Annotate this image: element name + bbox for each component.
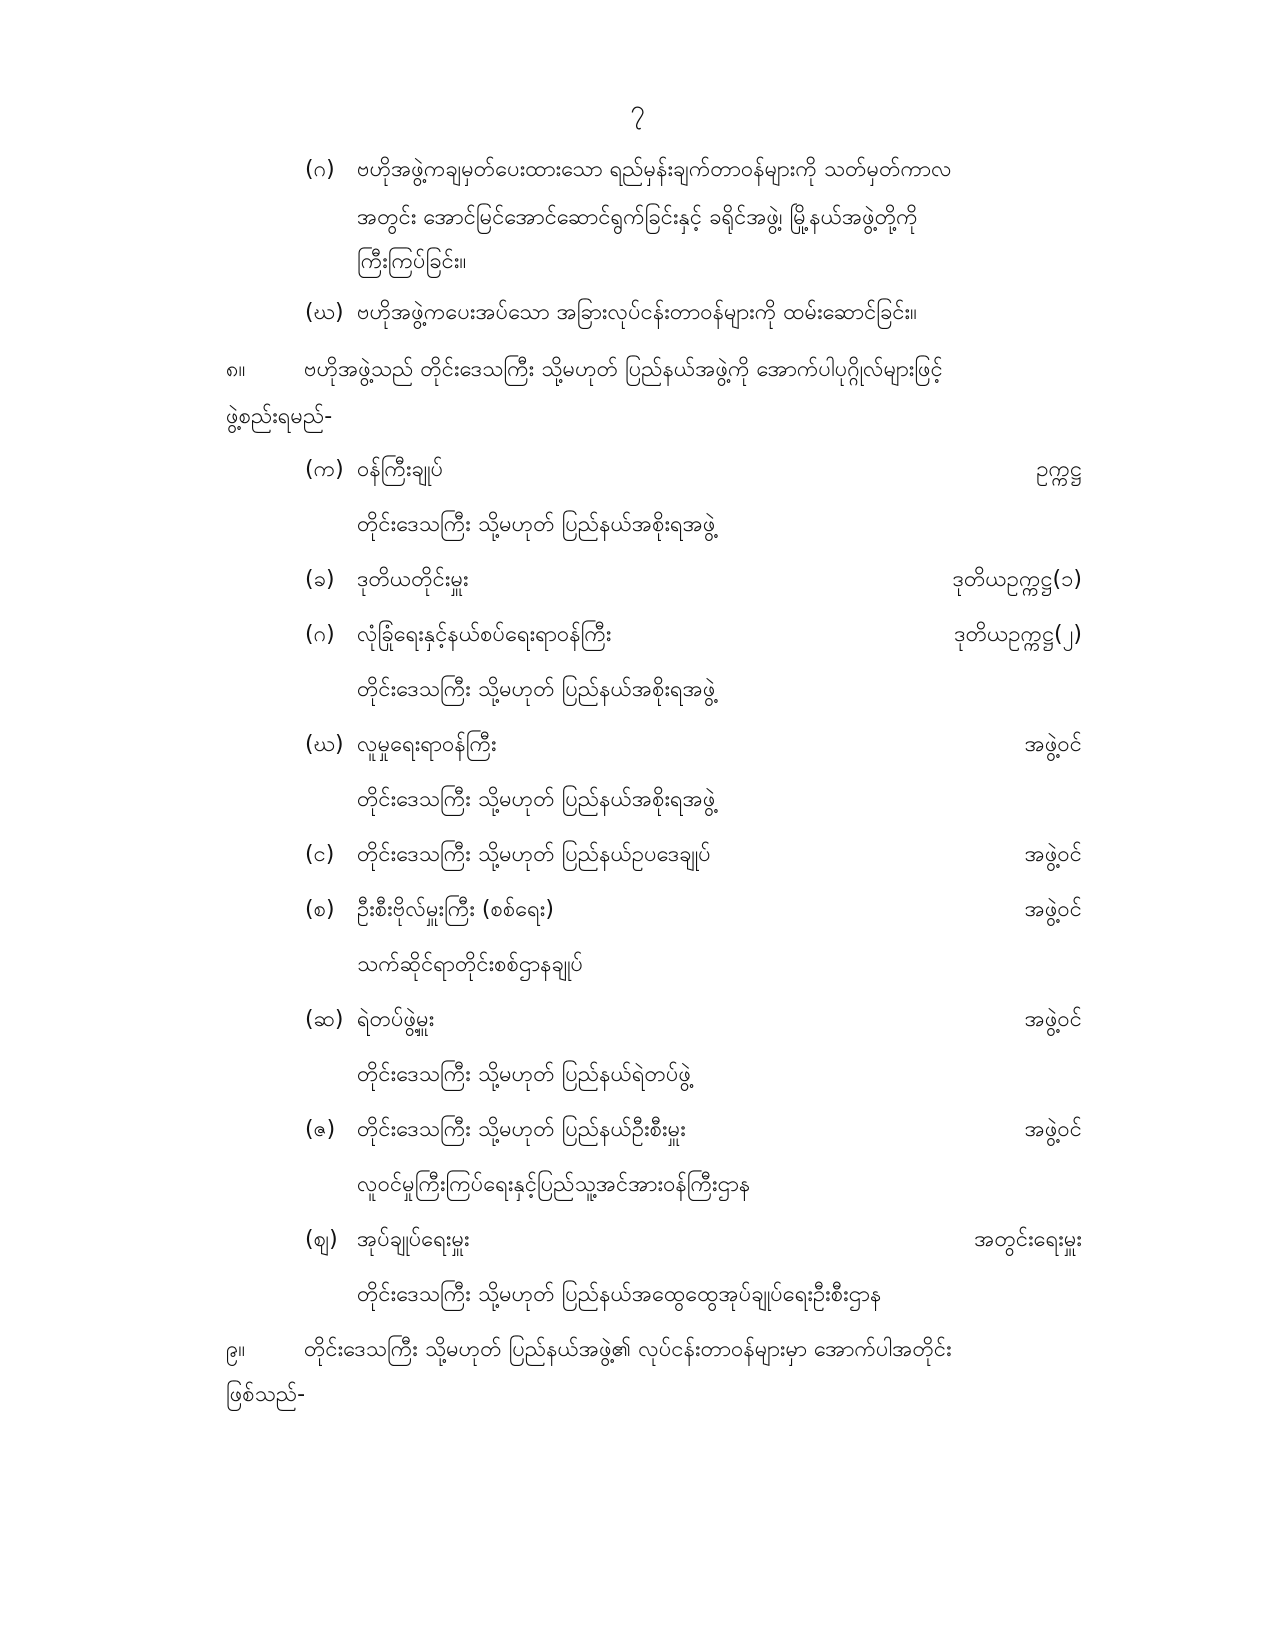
- para8-text-1: ဗဟိုအဖွဲ့သည် တိုင်းဒေသကြီး သို့မဟုတ် ပြည်နယ်အဖွဲ့ကို အောက်ပါပုဂ္ဂိုလ်များဖြင့်: [304, 357, 943, 382]
- member-item: [305, 840, 711, 870]
- para8-line2: [226, 402, 332, 432]
- member-role: အဖွဲ့ဝင်: [1024, 1117, 1082, 1142]
- clause-g-text-3: ကြီးကြပ်ခြင်း။: [357, 249, 467, 274]
- member-marker: (ဆ): [305, 1007, 344, 1032]
- member-title: ဒုတိယတိုင်းမှူး: [357, 567, 469, 592]
- clause-g-line2: [357, 203, 918, 233]
- member-marker: (ခ): [305, 567, 335, 592]
- member-sub: တိုင်းဒေသကြီး သို့မဟုတ် ပြည်နယ်အစိုးရအဖွဲ့: [357, 677, 716, 702]
- clause-gha-line: [305, 298, 917, 328]
- member-marker: (ဃ): [305, 732, 344, 757]
- member-item: [305, 895, 554, 925]
- para9-line1: [226, 1335, 952, 1365]
- member-title: တိုင်းဒေသကြီး သို့မဟုတ် ပြည်နယ်ဦးစီးမှူး: [357, 1117, 686, 1142]
- member-marker: (စ): [305, 897, 335, 922]
- member-role: အဖွဲ့ဝင်: [1024, 842, 1082, 867]
- para9-line2: [226, 1380, 305, 1410]
- member-item: [305, 1005, 434, 1035]
- para8-number: ၈။: [226, 357, 246, 382]
- member-sub: လူဝင်မှုကြီးကြပ်ရေးနှင့်ပြည်သူ့အင်အားဝန်ကြီးဌာန: [357, 1172, 751, 1197]
- member-item: [305, 565, 469, 595]
- member-title: လုံခြုံရေးနှင့်နယ်စပ်ရေးရာဝန်ကြီး: [357, 622, 612, 647]
- member-sub: တိုင်းဒေသကြီး သို့မဟုတ် ပြည်နယ်ရဲတပ်ဖွဲ့: [357, 1062, 692, 1087]
- member-role: ဥက္ကဋ္ဌ: [1036, 457, 1082, 482]
- member-title: ဦးစီးဗိုလ်မှူးကြီး (စစ်ရေး): [357, 897, 554, 922]
- member-marker: (ဇ): [305, 1117, 336, 1142]
- member-title: ရဲတပ်ဖွဲ့မှူး: [357, 1007, 435, 1032]
- member-marker: (က): [305, 457, 344, 482]
- member-title: တိုင်းဒေသကြီး သို့မဟုတ် ပြည်နယ်ဥပဒေချုပ်: [357, 842, 711, 867]
- member-item: [305, 620, 611, 650]
- page-number: ၇: [630, 95, 645, 125]
- para9-text-2: ဖြစ်သည်-: [226, 1382, 306, 1407]
- member-role: အဖွဲ့ဝင်: [1024, 732, 1082, 757]
- para9-text-1: တိုင်းဒေသကြီး သို့မဟုတ် ပြည်နယ်အဖွဲ့၏ လုပ်ငန်းတာဝန်များမှာ အောက်ပါအတိုင်း: [304, 1337, 952, 1362]
- clause-g-line3: [357, 247, 466, 277]
- para9-number: ၉။: [226, 1337, 246, 1362]
- member-role: အဖွဲ့ဝင်: [1024, 1007, 1082, 1032]
- member-role: ဒုတိယဥက္ကဋ္ဌ(၁): [952, 567, 1082, 592]
- member-sub: တိုင်းဒေသကြီး သို့မဟုတ် ပြည်နယ်အစိုးရအဖွဲ့: [357, 512, 716, 537]
- member-marker: (ဂ): [305, 622, 335, 647]
- member-item: [305, 730, 497, 760]
- member-role: အဖွဲ့ဝင်: [1024, 897, 1082, 922]
- member-marker: (ဈ): [305, 1227, 338, 1252]
- member-role: ဒုတိယဥက္ကဋ္ဌ(၂): [954, 622, 1082, 647]
- member-title: လူမှုရေးရာဝန်ကြီး: [357, 732, 497, 757]
- member-item: [305, 455, 443, 485]
- member-sub: တိုင်းဒေသကြီး သို့မဟုတ် ပြည်နယ်အထွေထွေအုပ်ချုပ်ရေးဦးစီးဌာန: [357, 1282, 882, 1307]
- member-marker: (င): [305, 842, 335, 867]
- clause-g-line1: [305, 155, 952, 185]
- member-title: အုပ်ချုပ်ရေးမှူး: [357, 1227, 470, 1252]
- para8-line1: [226, 355, 943, 385]
- clause-gha-marker: (ဃ): [305, 300, 344, 325]
- member-role: အတွင်းရေးမှူး: [974, 1227, 1082, 1252]
- clause-g-text-1: ဗဟိုအဖွဲ့ကချမှတ်ပေးထားသော ရည်မှန်းချက်တာဝန်များကို သတ်မှတ်ကာလ: [357, 157, 952, 182]
- clause-g-text-2: အတွင်း အောင်မြင်အောင်ဆောင်ရွက်ခြင်းနှင့် ခရိုင်အဖွဲ့၊ မြို့နယ်အဖွဲ့တို့ကို: [357, 205, 918, 230]
- member-sub: သက်ဆိုင်ရာတိုင်းစစ်ဌာနချုပ်: [357, 952, 584, 977]
- para8-text-2: ဖွဲ့စည်းရမည်-: [226, 404, 333, 429]
- member-item: [305, 1225, 470, 1255]
- member-title: ဝန်ကြီးချုပ်: [357, 457, 444, 482]
- member-sub: တိုင်းဒေသကြီး သို့မဟုတ် ပြည်နယ်အစိုးရအဖွဲ့: [357, 787, 716, 812]
- clause-g-marker: (ဂ): [305, 157, 335, 182]
- member-item: [305, 1115, 686, 1145]
- clause-gha-text: ဗဟိုအဖွဲ့ကပေးအပ်သော အခြားလုပ်ငန်းတာဝန်များကို ထမ်းဆောင်ခြင်း။: [357, 300, 917, 325]
